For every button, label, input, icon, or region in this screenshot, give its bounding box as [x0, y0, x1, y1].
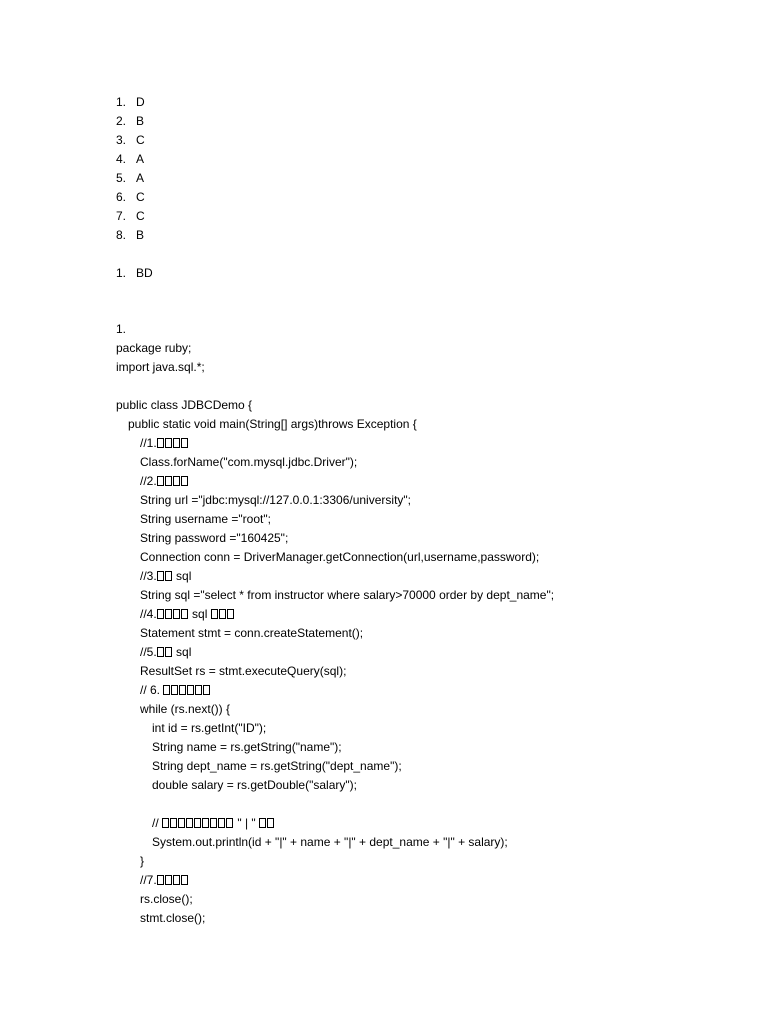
missing-glyph-box	[211, 609, 218, 619]
code-text: Statement stmt = conn.createStatement();	[140, 626, 364, 640]
answer-number: 7.	[116, 209, 127, 223]
missing-glyph-box	[218, 818, 225, 828]
code-line	[152, 719, 266, 738]
missing-glyph-box	[165, 647, 172, 657]
missing-glyph-box	[267, 818, 274, 828]
answer-number: 1.	[116, 95, 127, 109]
code-line	[140, 491, 411, 510]
answer-item	[0, 93, 768, 112]
missing-glyph-box	[173, 476, 180, 486]
code-text: " | "	[234, 816, 259, 830]
code-line	[152, 833, 508, 852]
answer-text: A	[136, 152, 145, 166]
code-text: import java.sql.*;	[116, 360, 205, 374]
missing-glyph-box	[181, 476, 188, 486]
missing-glyph-box	[194, 818, 201, 828]
code-line	[152, 757, 402, 776]
code-text: Class.forName("com.mysql.jdbc.Driver");	[140, 455, 358, 469]
code-line	[152, 814, 275, 833]
code-line	[140, 852, 144, 871]
answer-text: B	[136, 114, 145, 128]
missing-glyph-box	[171, 685, 178, 695]
missing-glyph-box	[165, 609, 172, 619]
code-text: String sql ="select * from instructor where salary>70000 order by dept_name";	[140, 588, 555, 602]
code-line	[116, 358, 205, 377]
code-text: //4.	[140, 607, 157, 621]
answer-item	[0, 150, 768, 169]
code-text: System.out.println(id + "|" + name + "|" + dept_name + "|" + salary);	[152, 835, 508, 849]
missing-glyph-box	[179, 685, 186, 695]
code-text: public class JDBCDemo {	[116, 398, 253, 412]
missing-glyph-box	[165, 476, 172, 486]
code-text: //7.	[140, 873, 157, 887]
missing-glyph-box	[165, 875, 172, 885]
code-text: stmt.close();	[140, 911, 206, 925]
code-text: String username ="root";	[140, 512, 271, 526]
missing-glyph-box	[173, 609, 180, 619]
answer-item	[0, 207, 768, 226]
code-line	[140, 529, 288, 548]
answer-item	[0, 169, 768, 188]
answer-text: B	[136, 228, 145, 242]
missing-glyph-box	[210, 818, 217, 828]
code-line	[116, 396, 252, 415]
answer-number: 2.	[116, 114, 127, 128]
code-text: public static void main(String[] args)throws Exception {	[128, 417, 417, 431]
missing-glyph-box	[170, 818, 177, 828]
code-text: String name = rs.getString("name");	[152, 740, 342, 754]
missing-glyph-box	[157, 571, 164, 581]
answer-item	[0, 131, 768, 150]
code-text: sql	[172, 569, 192, 583]
missing-glyph-box	[181, 609, 188, 619]
code-line	[140, 548, 539, 567]
code-line	[140, 567, 191, 586]
code-text: rs.close();	[140, 892, 193, 906]
code-line	[140, 453, 357, 472]
missing-glyph-box	[227, 609, 234, 619]
code-line	[140, 586, 554, 605]
answer-number: 6.	[116, 190, 127, 204]
missing-glyph-box	[162, 818, 169, 828]
missing-glyph-box	[181, 875, 188, 885]
code-text: sql	[188, 607, 211, 621]
code-line	[140, 624, 363, 643]
missing-glyph-box	[178, 818, 185, 828]
missing-glyph-box	[165, 438, 172, 448]
code-text: String password ="160425";	[140, 531, 289, 545]
answer-item	[0, 188, 768, 207]
code-line	[116, 339, 191, 358]
answer-text: BD	[136, 266, 153, 280]
code-text: double salary = rs.getDouble("salary");	[152, 778, 357, 792]
missing-glyph-box	[259, 818, 266, 828]
missing-glyph-box	[173, 875, 180, 885]
code-line	[140, 643, 191, 662]
code-text: Connection conn = DriverManager.getConnection(url,username,password);	[140, 550, 540, 564]
program-heading: 1.	[116, 322, 127, 336]
code-line	[140, 605, 235, 624]
code-text: //5.	[140, 645, 157, 659]
missing-glyph-box	[181, 438, 188, 448]
missing-glyph-box	[157, 647, 164, 657]
missing-glyph-box	[173, 438, 180, 448]
code-text: package ruby;	[116, 341, 192, 355]
code-line	[140, 472, 189, 491]
missing-glyph-box	[226, 818, 233, 828]
missing-glyph-box	[186, 818, 193, 828]
answer-number: 3.	[116, 133, 127, 147]
code-text: }	[140, 854, 145, 868]
missing-glyph-box	[157, 875, 164, 885]
answer-text: D	[136, 95, 145, 109]
missing-glyph-box	[163, 685, 170, 695]
missing-glyph-box	[165, 571, 172, 581]
code-line	[140, 510, 271, 529]
code-text: while (rs.next()) {	[140, 702, 231, 716]
code-text: sql	[172, 645, 192, 659]
missing-glyph-box	[219, 609, 226, 619]
answer-text: C	[136, 190, 145, 204]
code-text: ResultSet rs = stmt.executeQuery(sql);	[140, 664, 347, 678]
code-line	[140, 871, 189, 890]
code-line	[140, 681, 211, 700]
answer-item	[0, 226, 768, 245]
code-line	[140, 662, 346, 681]
answer-number: 1.	[116, 266, 127, 280]
answer-number: 8.	[116, 228, 127, 242]
missing-glyph-box	[157, 609, 164, 619]
code-line	[140, 434, 189, 453]
code-line	[140, 909, 205, 928]
code-line	[140, 890, 193, 909]
answer-item	[0, 112, 768, 131]
answer-number: 5.	[116, 171, 127, 185]
code-text: //2.	[140, 474, 157, 488]
missing-glyph-box	[203, 685, 210, 695]
code-line	[152, 776, 357, 795]
code-text: String url ="jdbc:mysql://127.0.0.1:3306/university";	[140, 493, 411, 507]
code-line	[140, 700, 230, 719]
missing-glyph-box	[187, 685, 194, 695]
answer-text: C	[136, 133, 145, 147]
answer-number: 4.	[116, 152, 127, 166]
code-text: //3.	[140, 569, 157, 583]
code-text: //1.	[140, 436, 157, 450]
missing-glyph-box	[195, 685, 202, 695]
code-line	[152, 738, 342, 757]
code-text: // 6.	[140, 683, 164, 697]
code-text: //	[152, 816, 163, 830]
missing-glyph-box	[202, 818, 209, 828]
multi-answer-item	[0, 264, 768, 283]
code-text: int id = rs.getInt("ID");	[152, 721, 267, 735]
answer-text: C	[136, 209, 145, 223]
missing-glyph-box	[157, 476, 164, 486]
code-line	[128, 415, 417, 434]
code-text: String dept_name = rs.getString("dept_name");	[152, 759, 402, 773]
missing-glyph-box	[157, 438, 164, 448]
answer-text: A	[136, 171, 145, 185]
